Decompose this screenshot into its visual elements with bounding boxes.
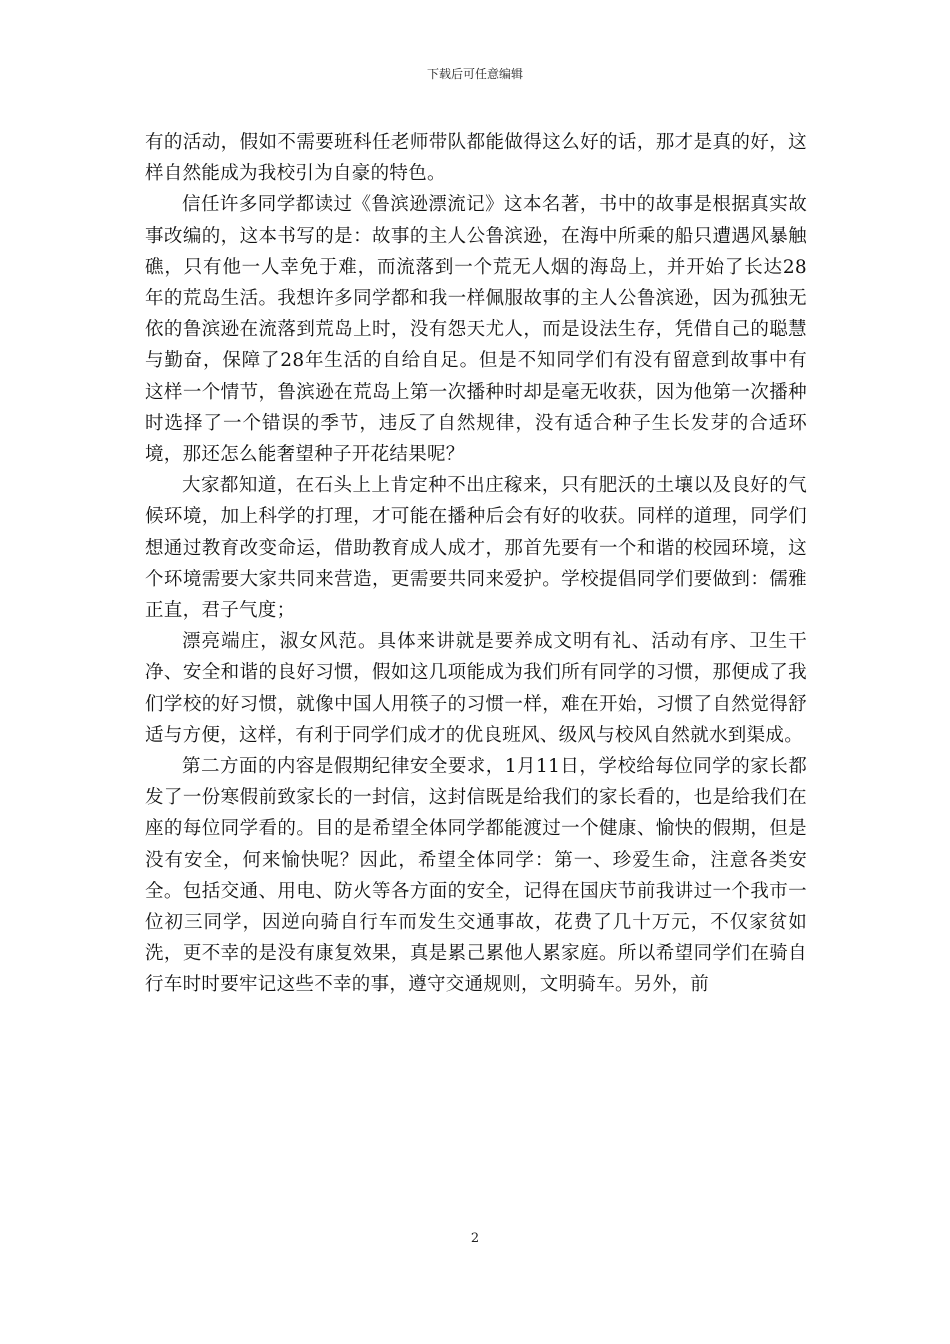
paragraph: 信任许多同学都读过《鲁滨逊漂流记》这本名著，书中的故事是根据真实故事改编的，这本书写的是：故事的主人公鲁滨逊，在海中所乘的船只遭遇风暴触礁，只有他一人幸免于难，而流落到一个荒无人烟的海岛上，并开始了长达28年的荒岛生活。我想许多同学都和我一样佩服故事的主人公鲁滨逊，因为孤独无依的鲁滨逊在流落到荒岛上时，没有怨天尤人，而是设法生存，凭借自己的聪慧与勤奋，保障了28年生活的自给自足。但是不知同学们有没有留意到故事中有这样一个情节，鲁滨逊在荒岛上第一次播种时却是毫无收获，因为他第一次播种时选择了一个错误的季节，违反了自然规律，没有适合种子生长发芽的合适环境，那还怎么能奢望种子开花结果呢？ (145, 194, 807, 466)
page-header: 下载后可任意编辑 (426, 67, 523, 81)
paragraph: 漂亮端庄，淑女风范。具体来讲就是要养成文明有礼、活动有序、卫生干净、安全和谐的良好习惯，假如这几项能成为我们所有同学的习惯，那便成了我们学校的好习惯，就像中国人用筷子的习惯一样，难在开始，习惯了自然觉得舒适与方便，这样，有利于同学们成才的优良班风、级风与校风自然就水到渠成。 (145, 631, 807, 746)
paragraph: 有的活动，假如不需要班科任老师带队都能做得这么好的话，那才是真的好，这样自然能成为我校引为自豪的特色。 (145, 132, 807, 185)
paragraph: 第二方面的内容是假期纪律安全要求，1月11日，学校给每位同学的家长都发了一份寒假前致家长的一封信，这封信既是给我们的家长看的，也是给我们在座的每位同学看的。目的是希望全体同学都能渡过一个健康、愉快的假期，但是没有安全，何来愉快呢？因此，希望全体同学：第一、珍爱生命，注意各类安全。包括交通、用电、防火等各方面的安全，记得在国庆节前我讲过一个我市一位初三同学，因逆向骑自行车而发生交通事故，花费了几十万元，不仅家贫如洗，更不幸的是没有康复效果，真是累己累他人累家庭。所以希望同学们在骑自行车时时要牢记这些不幸的事，遵守交通规则，文明骑车。另外，前 (145, 756, 807, 996)
document-body (145, 127, 807, 1001)
paragraph: 大家都知道，在石头上上肯定种不出庄稼来，只有肥沃的土壤以及良好的气候环境，加上科学的打理，才可能在播种后会有好的收获。同样的道理，同学们想通过教育改变命运，借助教育成人成才，那首先要有一个和谐的校园环境，这个环境需要大家共同来营造，更需要共同来爱护。学校提倡同学们要做到：儒雅正直，君子气度； (145, 475, 807, 622)
page-number: 2 (470, 1231, 480, 1246)
